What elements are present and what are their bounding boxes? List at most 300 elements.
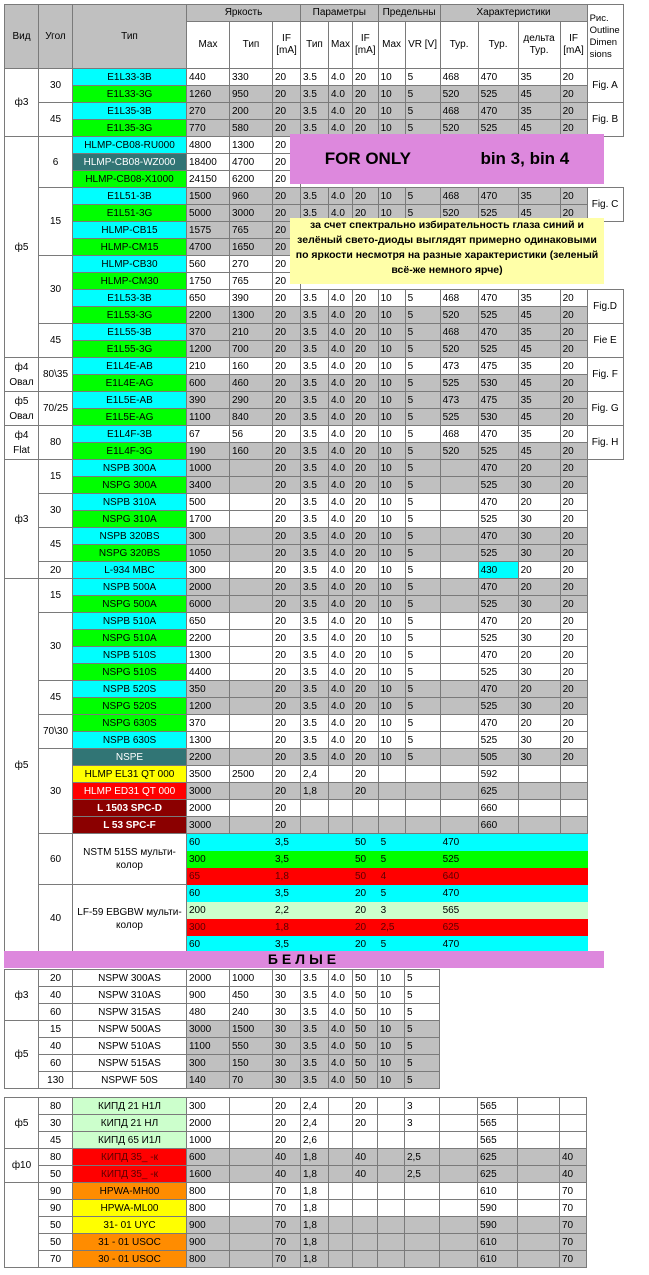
value-cell: 2,4: [301, 1115, 329, 1132]
value-cell: [230, 732, 273, 749]
table-row: [5, 188, 624, 205]
table-row: [5, 477, 624, 494]
value-cell: 10: [378, 596, 405, 613]
value-cell: 30: [518, 511, 560, 528]
value-cell: 20: [353, 766, 379, 783]
type-cell: E1L53-3G: [73, 307, 187, 324]
vid-cell: ф5: [5, 579, 39, 953]
value-cell: [230, 477, 273, 494]
header-sub-2: IF [mA]: [273, 22, 301, 69]
value-cell: 430: [478, 562, 518, 579]
value-cell: [518, 817, 560, 834]
value-cell: 470: [478, 290, 518, 307]
value-cell: 20: [560, 392, 587, 409]
value-cell: 3.5: [301, 749, 329, 766]
value-cell: 840: [230, 409, 273, 426]
figure-cell-empty: [587, 494, 623, 511]
white-row: [5, 1021, 440, 1038]
value-cell: 525: [478, 698, 518, 715]
value-cell: 20: [353, 681, 379, 698]
figure-cell-empty: [587, 681, 623, 698]
value-cell: 4.0: [329, 324, 353, 341]
value-cell: 20: [273, 817, 301, 834]
value-cell: 20: [353, 664, 379, 681]
value-cell: 40: [353, 1166, 378, 1183]
value-cell: 20: [353, 205, 379, 222]
value-cell: 30: [518, 596, 560, 613]
vid-cell: ф3: [5, 970, 39, 1021]
value-cell: 3.5: [301, 69, 329, 86]
type-cell: HLMP EL31 QT 000: [73, 766, 187, 783]
value-cell: 5: [405, 1038, 440, 1055]
type-cell: HLMP-CB08-X1000: [73, 171, 187, 188]
value-cell: 1200: [187, 698, 230, 715]
value-cell: 5: [405, 188, 440, 205]
header-tip: Тип: [73, 5, 187, 69]
value-cell: 5: [405, 477, 440, 494]
value-cell: 4.0: [329, 715, 353, 732]
value-cell: 10: [378, 120, 405, 137]
value-cell: 70: [273, 1183, 301, 1200]
value-cell: 20: [273, 460, 301, 477]
value-cell: 20: [353, 749, 379, 766]
value-cell: 35: [518, 69, 560, 86]
table-row: [5, 732, 624, 749]
value-cell: 20: [273, 205, 301, 222]
value-cell: 20: [353, 511, 379, 528]
value-cell: 468: [440, 290, 478, 307]
value-cell: 4.0: [329, 1021, 353, 1038]
value-cell: 150: [230, 1055, 273, 1072]
table-row: [5, 341, 624, 358]
value-cell: 20: [560, 188, 587, 205]
value-cell: 2000: [187, 1115, 230, 1132]
value-cell: [329, 1217, 353, 1234]
value-cell: 3.5: [301, 1072, 329, 1089]
value-cell: 468: [440, 426, 478, 443]
value-cell: [440, 1217, 478, 1234]
value-cell: [440, 1251, 478, 1268]
value-cell: 70: [560, 1217, 587, 1234]
value-cell: [518, 783, 560, 800]
table-row: [5, 307, 624, 324]
header-vid: Вид: [5, 5, 39, 69]
figure-cell: Fig. F: [587, 358, 623, 392]
type-cell: NSPW 510AS: [73, 1038, 187, 1055]
table-row: [5, 511, 624, 528]
figure-cell-empty: [587, 647, 623, 664]
value-cell: 1100: [187, 1038, 230, 1055]
value-cell: 592: [478, 766, 518, 783]
value-cell: 10: [378, 358, 405, 375]
type-cell: NSPG 510S: [73, 664, 187, 681]
value-cell: 20: [560, 341, 587, 358]
value-cell: [440, 613, 478, 630]
value-cell: 10: [378, 1055, 405, 1072]
value-cell: 30: [518, 698, 560, 715]
value-cell: 5: [405, 307, 440, 324]
value-cell: 4.0: [329, 732, 353, 749]
value-cell: [518, 1115, 560, 1132]
for-only-left: FOR ONLY: [324, 149, 411, 168]
value-cell: 18400: [187, 154, 230, 171]
value-cell: 24150: [187, 171, 230, 188]
table-row: [5, 817, 624, 834]
type-cell: E1L55-3G: [73, 341, 187, 358]
multi-value-cell: 20: [353, 936, 379, 953]
value-cell: [329, 783, 353, 800]
table-row: [5, 647, 624, 664]
white-led-table: [4, 969, 440, 1089]
angle-cell: 50: [39, 1217, 73, 1234]
angle-cell: 80: [39, 426, 73, 460]
type-cell: NSPG 300A: [73, 477, 187, 494]
value-cell: 4.0: [329, 630, 353, 647]
value-cell: 20: [273, 681, 301, 698]
figure-cell-empty: [587, 579, 623, 596]
multi-value-cell: [478, 851, 587, 868]
angle-cell: 30: [39, 69, 73, 103]
vid-cell: ф10: [5, 1149, 39, 1183]
value-cell: 3: [405, 1115, 440, 1132]
value-cell: 5: [405, 698, 440, 715]
header-sub-9: Typ.: [478, 22, 518, 69]
value-cell: 2,5: [405, 1166, 440, 1183]
value-cell: [440, 1234, 478, 1251]
value-cell: 3.5: [301, 545, 329, 562]
value-cell: 4.0: [329, 120, 353, 137]
value-cell: 4.0: [329, 579, 353, 596]
value-cell: [518, 1149, 560, 1166]
value-cell: 610: [478, 1183, 518, 1200]
value-cell: 650: [187, 290, 230, 307]
figure-cell: Fig.D: [587, 290, 623, 324]
value-cell: 20: [560, 511, 587, 528]
value-cell: 10: [378, 494, 405, 511]
value-cell: [230, 596, 273, 613]
value-cell: 5: [405, 1004, 440, 1021]
value-cell: 5: [405, 358, 440, 375]
value-cell: [405, 1234, 440, 1251]
value-cell: [230, 1200, 273, 1217]
value-cell: [405, 783, 440, 800]
value-cell: 20: [353, 647, 379, 664]
kipd-row: [5, 1115, 587, 1132]
value-cell: 20: [273, 375, 301, 392]
figure-cell: Fig. H: [587, 426, 623, 460]
value-cell: 20: [353, 307, 379, 324]
value-cell: 20: [560, 460, 587, 477]
value-cell: 1,8: [301, 1234, 329, 1251]
value-cell: 3.5: [301, 511, 329, 528]
value-cell: [230, 647, 273, 664]
header-sub-4: Max: [329, 22, 353, 69]
value-cell: [230, 1132, 273, 1149]
value-cell: [230, 613, 273, 630]
value-cell: 70: [273, 1234, 301, 1251]
type-cell: E1L51-3G: [73, 205, 187, 222]
value-cell: 1,8: [301, 1217, 329, 1234]
angle-cell: 40: [39, 987, 73, 1004]
multi-value-cell: [478, 919, 587, 936]
type-cell: КИПД 65 И1Л: [73, 1132, 187, 1149]
value-cell: [560, 1132, 587, 1149]
type-cell: NSPE: [73, 749, 187, 766]
value-cell: [440, 545, 478, 562]
value-cell: 4.0: [329, 341, 353, 358]
value-cell: 440: [187, 69, 230, 86]
table-row: [5, 426, 624, 443]
value-cell: [440, 698, 478, 715]
type-cell: HLMP-CB30: [73, 256, 187, 273]
value-cell: 770: [187, 120, 230, 137]
figure-cell: Fig. C: [587, 188, 623, 222]
value-cell: 20: [273, 69, 301, 86]
angle-cell: 30: [39, 613, 73, 681]
multi-value-cell: [478, 885, 587, 902]
value-cell: 30: [273, 1072, 301, 1089]
value-cell: 4.0: [329, 511, 353, 528]
type-cell: 30 - 01 USOC: [73, 1251, 187, 1268]
value-cell: 470: [478, 647, 518, 664]
angle-cell: 60: [39, 1055, 73, 1072]
figure-cell-empty: [587, 511, 623, 528]
value-cell: 10: [378, 1021, 405, 1038]
value-cell: 20: [273, 528, 301, 545]
value-cell: 70: [273, 1200, 301, 1217]
value-cell: 20: [273, 171, 301, 188]
type-cell: NSPB 500A: [73, 579, 187, 596]
type-cell: NSPB 510S: [73, 647, 187, 664]
kipd-row: [5, 1166, 587, 1183]
value-cell: 20: [560, 545, 587, 562]
value-cell: 20: [273, 511, 301, 528]
figure-cell-empty: [587, 936, 623, 953]
value-cell: 10: [378, 409, 405, 426]
value-cell: 468: [440, 103, 478, 120]
type-cell: HLMP-CB08-RU000: [73, 137, 187, 154]
figure-cell-empty: [587, 766, 623, 783]
vid-cell: ф5: [5, 1021, 39, 1089]
value-cell: [405, 1132, 440, 1149]
type-cell: NSPW 515AS: [73, 1055, 187, 1072]
value-cell: 2,4: [301, 766, 329, 783]
multi-value-cell: [478, 902, 587, 919]
vid-cell: ф5: [5, 1098, 39, 1149]
value-cell: 10: [378, 698, 405, 715]
value-cell: 10: [378, 341, 405, 358]
value-cell: 70: [560, 1234, 587, 1251]
header-sub-1: Тип: [230, 22, 273, 69]
value-cell: 30: [273, 1038, 301, 1055]
value-cell: 3.5: [301, 987, 329, 1004]
value-cell: 20: [518, 647, 560, 664]
value-cell: 590: [478, 1217, 518, 1234]
value-cell: [301, 800, 329, 817]
value-cell: 3000: [187, 1021, 230, 1038]
value-cell: 5: [405, 426, 440, 443]
value-cell: 45: [518, 443, 560, 460]
figure-cell: Fig. G: [587, 392, 623, 426]
multi-row: [5, 885, 624, 902]
value-cell: 270: [187, 103, 230, 120]
angle-cell: 30: [39, 1115, 73, 1132]
value-cell: [230, 630, 273, 647]
value-cell: [405, 1217, 440, 1234]
value-cell: 470: [478, 324, 518, 341]
value-cell: 2,5: [405, 1149, 440, 1166]
value-cell: [230, 579, 273, 596]
header-row: [5, 5, 624, 22]
value-cell: 560: [187, 256, 230, 273]
value-cell: 20: [273, 1098, 301, 1115]
value-cell: 20: [273, 630, 301, 647]
value-cell: 20: [518, 562, 560, 579]
value-cell: 1100: [187, 409, 230, 426]
figure-cell-empty: [587, 868, 623, 885]
value-cell: 10: [378, 987, 405, 1004]
type-cell: КИПД 35_ -к: [73, 1166, 187, 1183]
value-cell: [378, 1098, 405, 1115]
multi-value-cell: 470: [440, 834, 478, 851]
value-cell: 10: [378, 1072, 405, 1089]
type-cell: HLMP-CB08-WZ000: [73, 154, 187, 171]
value-cell: 200: [230, 103, 273, 120]
multi-value-cell: 200: [187, 902, 273, 919]
value-cell: [440, 664, 478, 681]
value-cell: 20: [273, 307, 301, 324]
value-cell: 300: [187, 528, 230, 545]
angle-cell: 50: [39, 1234, 73, 1251]
value-cell: 50: [353, 1055, 378, 1072]
value-cell: [230, 1149, 273, 1166]
value-cell: 45: [518, 341, 560, 358]
value-cell: 20: [560, 375, 587, 392]
value-cell: 4.0: [329, 477, 353, 494]
value-cell: 390: [230, 290, 273, 307]
value-cell: 525: [478, 732, 518, 749]
value-cell: 20: [560, 630, 587, 647]
value-cell: 30: [518, 749, 560, 766]
value-cell: 5: [405, 528, 440, 545]
angle-cell: 45: [39, 103, 73, 137]
type-cell: HLMP-CM15: [73, 239, 187, 256]
value-cell: 20: [353, 86, 379, 103]
value-cell: 70: [273, 1217, 301, 1234]
value-cell: 3.5: [301, 86, 329, 103]
value-cell: 20: [560, 358, 587, 375]
value-cell: 20: [273, 290, 301, 307]
value-cell: 520: [440, 443, 478, 460]
value-cell: 35: [518, 392, 560, 409]
value-cell: 525: [440, 409, 478, 426]
value-cell: 20: [273, 1115, 301, 1132]
multi-value-cell: 65: [187, 868, 273, 885]
value-cell: [440, 1166, 478, 1183]
value-cell: 1000: [187, 1132, 230, 1149]
kipd-row: [5, 1251, 587, 1268]
value-cell: 10: [378, 528, 405, 545]
value-cell: 650: [187, 613, 230, 630]
value-cell: 3000: [187, 817, 230, 834]
type-cell: NSPG 500A: [73, 596, 187, 613]
value-cell: 950: [230, 86, 273, 103]
angle-cell: 15: [39, 188, 73, 256]
multi-value-cell: 525: [440, 851, 478, 868]
angle-cell: 45: [39, 528, 73, 562]
angle-cell: 30: [39, 494, 73, 528]
value-cell: 40: [353, 1149, 378, 1166]
header-sub-3: Тип: [301, 22, 329, 69]
white-section-band: БЕЛЫЕ: [4, 951, 604, 968]
value-cell: [353, 1183, 378, 1200]
multi-value-cell: [478, 834, 587, 851]
value-cell: 4.0: [329, 409, 353, 426]
value-cell: 3.5: [301, 613, 329, 630]
value-cell: [230, 1115, 273, 1132]
value-cell: 10: [378, 545, 405, 562]
value-cell: 20: [518, 494, 560, 511]
value-cell: 20: [273, 647, 301, 664]
value-cell: [329, 800, 353, 817]
value-cell: 4.0: [329, 562, 353, 579]
vid-cell: ф4 Flat: [5, 426, 39, 460]
value-cell: 5: [405, 613, 440, 630]
figure-cell-empty: [587, 851, 623, 868]
table-row: [5, 664, 624, 681]
value-cell: 35: [518, 103, 560, 120]
type-cell: КИПД 21 Н1Л: [73, 1098, 187, 1115]
multi-value-cell: 5: [378, 936, 440, 953]
header-sub-8: Typ.: [440, 22, 478, 69]
value-cell: 20: [273, 120, 301, 137]
value-cell: 1300: [187, 732, 230, 749]
value-cell: 5: [405, 1021, 440, 1038]
value-cell: 20: [518, 579, 560, 596]
value-cell: 800: [187, 1200, 230, 1217]
table-row: [5, 800, 624, 817]
value-cell: 20: [353, 443, 379, 460]
angle-cell: 130: [39, 1072, 73, 1089]
type-cell: HLMP-CB15: [73, 222, 187, 239]
value-cell: [440, 579, 478, 596]
type-cell: L 53 SPC-F: [73, 817, 187, 834]
value-cell: 4.0: [329, 188, 353, 205]
value-cell: 35: [518, 188, 560, 205]
value-cell: 160: [230, 358, 273, 375]
value-cell: [353, 1217, 378, 1234]
header-ris: Рис. Outline Dimen sions: [587, 5, 623, 69]
value-cell: [440, 1200, 478, 1217]
value-cell: 20: [353, 1098, 378, 1115]
value-cell: [518, 1234, 560, 1251]
value-cell: 20: [353, 392, 379, 409]
type-cell: NSPB 320BS: [73, 528, 187, 545]
value-cell: 3.5: [301, 647, 329, 664]
table-row: [5, 783, 624, 800]
figure-cell-empty: [587, 664, 623, 681]
value-cell: 4.0: [329, 970, 353, 987]
value-cell: 20: [273, 715, 301, 732]
vid-cell: ф5 Овал: [5, 392, 39, 426]
multi-value-cell: 50: [353, 868, 379, 885]
value-cell: 20: [560, 477, 587, 494]
value-cell: 3.5: [301, 596, 329, 613]
value-cell: 20: [560, 69, 587, 86]
multi-value-cell: 3,5: [273, 885, 353, 902]
kipd-row: [5, 1132, 587, 1149]
header-sub-7: VR [V]: [405, 22, 440, 69]
